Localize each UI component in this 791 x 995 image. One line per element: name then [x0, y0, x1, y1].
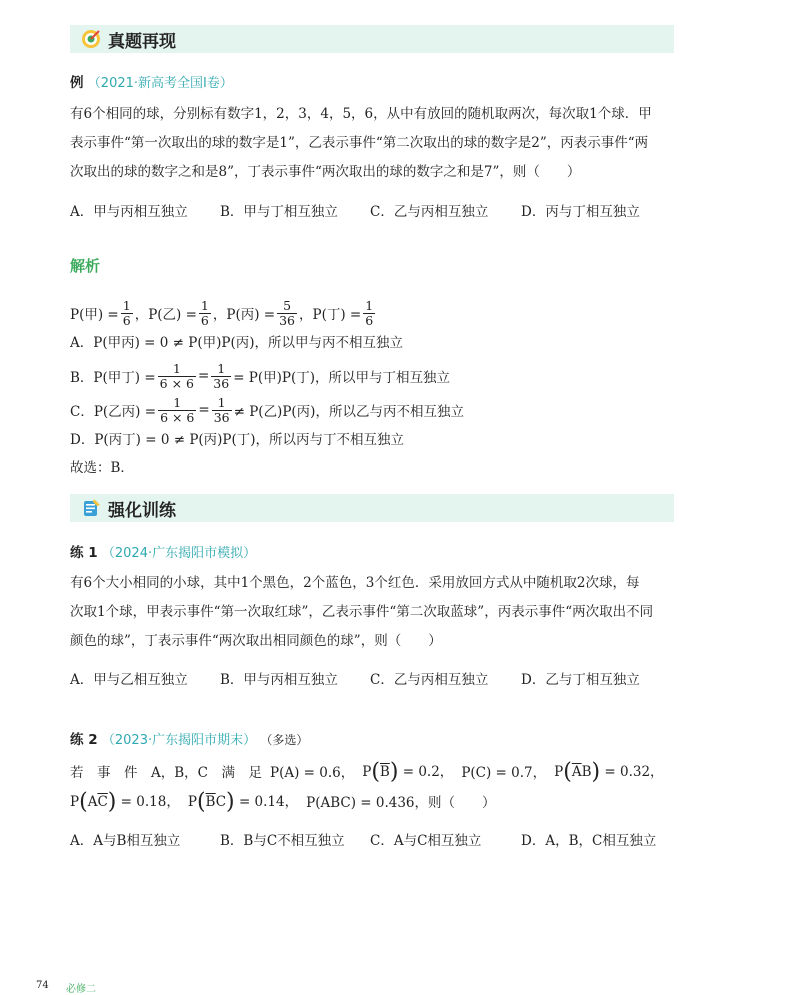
example-text-line: 表示事件“第一次取出的球的数字是1”，乙表示事件“第二次取出的球的数字是2”，丙表示事件“两: [70, 135, 649, 151]
analysis-line-d: D．P(丙丁) = 0 ≠ P(丙)P(丁)，所以丙与丁不相互独立: [70, 432, 405, 448]
prob-ding: P(丁) =: [312, 307, 362, 323]
fraction: $\frac{1}{6}$: [200, 297, 209, 328]
example-text-line: 有6个相同的球，分别标有数字1，2，3，4，5，6，从中有放回的随机取两次，每次取1个球．甲: [70, 106, 652, 122]
exercise-label: 练 2: [70, 732, 98, 748]
exercise-2-option-b: B．B与C不相互独立: [220, 833, 345, 849]
analysis-line-c: C．P(乙丙) = $\frac{1}{6 \times 6}$ = $\frac{1}{36}$ ≠ P(乙)P(丙)，所以乙与丙不相互独立: [70, 394, 464, 425]
prob-bing: P(丙) =: [226, 307, 276, 323]
example-option-c: C．乙与丙相互独立: [370, 204, 489, 220]
exercise-source: （2023·广东揭阳市期末）: [101, 733, 257, 748]
exercise-1-option-c: C．乙与丙相互独立: [370, 672, 489, 688]
exercise-2-option-a: A．A与B相互独立: [70, 833, 181, 849]
exercise-2-option-c: C．A与C相互独立: [370, 833, 482, 849]
analysis-title: 解析: [70, 257, 101, 275]
exercise-1-heading: [70, 543, 256, 564]
target-icon: [80, 28, 102, 50]
fraction: $\frac{1}{6}$: [365, 297, 374, 328]
analysis-probabilities: P(甲) = $\frac{1}{6}$ ， P(乙) = $\frac{1}{6}$ ， P(丙) = $\frac{5}{36}$ ， P(丁) = $\frac{1}{6}$: [70, 297, 374, 328]
exercise-1-option-b: B．甲与丙相互独立: [220, 672, 338, 688]
section-header-real-exam: [70, 25, 674, 53]
multi-select-tag: （多选）: [260, 733, 309, 747]
fraction: $\frac{1}{6}$: [122, 297, 131, 328]
exercise-1-text-line: 次取1个球，甲表示事件“第一次取红球”，乙表示事件“第二次取蓝球”，丙表示事件“两次取出不同: [70, 604, 654, 620]
example-source: （2021·新高考全国Ⅰ卷）: [87, 76, 233, 91]
prob-jia: P(甲) =: [70, 307, 119, 323]
exercise-2-option-d: D．A，B，C相互独立: [521, 833, 657, 849]
fraction: $\frac{1}{6 \times 6}$: [160, 394, 195, 425]
section-header-practice: [70, 494, 674, 522]
exercise-2-condition-line-2: $P(A\overline{C}) = 0.18$， $P(\overline{B}C) = 0.14$， P(ABC) = 0.436，则（ ）: [70, 789, 496, 815]
example-option-d: D．丙与丁相互独立: [521, 204, 640, 220]
example-option-b: B．甲与丁相互独立: [220, 204, 338, 220]
analysis-line-b: B．P(甲丁) = $\frac{1}{6 \times 6}$ = $\frac{1}{36}$ = P(甲)P(丁)，所以甲与丁相互独立: [70, 360, 451, 391]
example-heading: [70, 73, 233, 94]
book-name: 必修二: [66, 984, 96, 995]
exercise-label: 练 1: [70, 545, 98, 561]
exercise-1-text-line: 颜色的球”，丁表示事件“两次取出相同颜色的球”，则（ ）: [70, 633, 442, 649]
example-label: 例: [70, 75, 84, 91]
exercise-2-heading: [70, 730, 308, 751]
section-title: 强化训练: [108, 500, 176, 521]
exercise-1-option-d: D．乙与丁相互独立: [521, 672, 640, 688]
fraction: $\frac{1}{36}$: [213, 360, 230, 391]
analysis-line-a: A．P(甲丙) = 0 ≠ P(甲)P(丙)，所以甲与丙不相互独立: [70, 335, 403, 351]
example-text-line: 次取出的球的数字之和是8”，丁表示事件“两次取出的球的数字之和是7”，则（ ）: [70, 164, 581, 180]
fraction: $\frac{1}{36}$: [213, 394, 230, 425]
exercise-1-option-a: A．甲与乙相互独立: [70, 672, 188, 688]
exercise-source: （2024·广东揭阳市模拟）: [101, 546, 257, 561]
fraction: $\frac{5}{36}$: [279, 297, 296, 328]
section-title: 真题再现: [108, 31, 176, 52]
page-number: 74: [36, 980, 49, 991]
example-option-a: A．甲与丙相互独立: [70, 204, 188, 220]
fraction: $\frac{1}{6 \times 6}$: [159, 360, 194, 391]
exercise-1-text-line: 有6个大小相同的小球，其中1个黑色，2个蓝色，3个红色．采用放回方式从中随机取2次球，每: [70, 575, 640, 591]
analysis-answer: 故选：B．: [70, 460, 134, 476]
exercise-2-condition-line-1: 若 事 件 A，B，C 满 足 P(A) = 0.6， $P(\overline{B}) = 0.2$， P(C) = 0.7， $P(\overline{A}B) = 0.32$，: [70, 759, 664, 785]
prob-yi: P(乙) =: [148, 307, 197, 323]
scroll-icon: [80, 497, 102, 519]
